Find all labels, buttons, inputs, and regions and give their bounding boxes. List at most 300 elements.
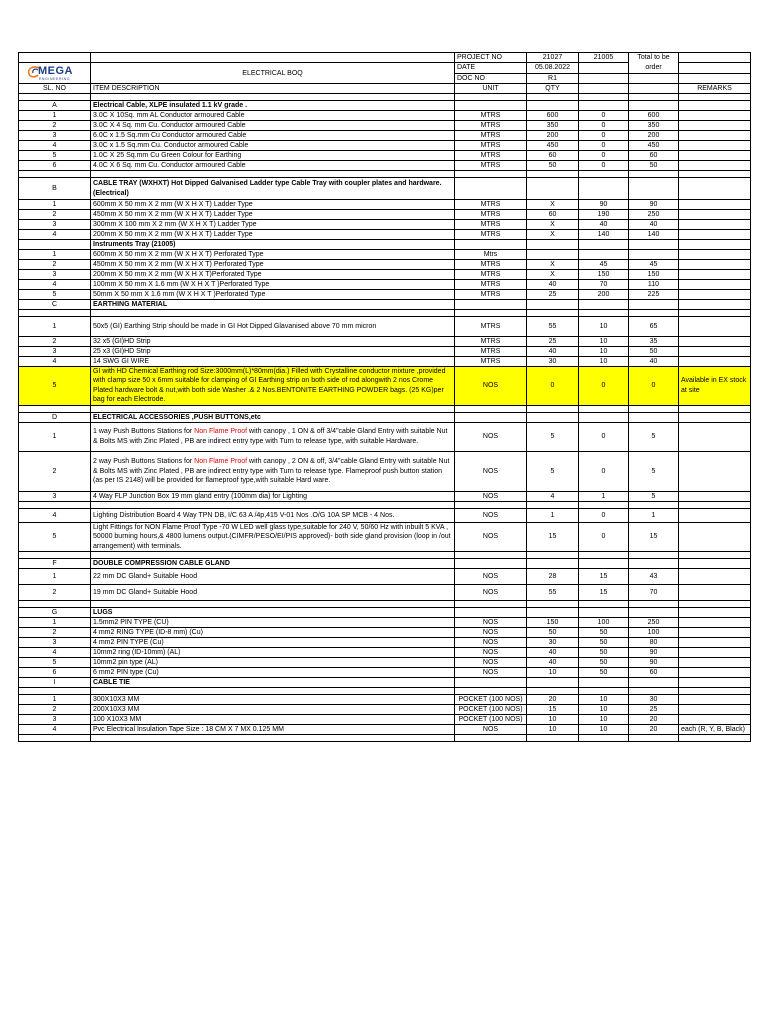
row-unit (455, 240, 527, 250)
row-total (629, 678, 679, 688)
row-qty-21005: 200 (579, 290, 629, 300)
row-remarks (679, 220, 751, 230)
row-sl-no: 1 (19, 618, 91, 628)
description-text: with canopy , 1 ON & off 3/4"cable Gland Entry with suitable Nut & Bolts MS with Zinc Plated , PB are indirect entry type with Turn to release type, with suitable Hardware. (93, 428, 448, 445)
item-row (19, 648, 751, 658)
row-description: 1.0C X 25 Sq.mm Cu Green Colour for Earthing (91, 151, 455, 161)
row-qty-21005: 10 (579, 317, 629, 337)
item-row (19, 367, 751, 406)
row-qty-21005: 0 (579, 151, 629, 161)
row-unit: NOS (455, 638, 527, 648)
row-remarks (679, 668, 751, 678)
description-text: 1 way Push Buttons Stations for (93, 428, 195, 436)
row-qty-21005: 15 (579, 585, 629, 601)
row-unit: NOS (455, 668, 527, 678)
item-row (19, 638, 751, 648)
row-remarks (679, 559, 751, 569)
row-sl-no: 5 (19, 151, 91, 161)
row-qty-21027 (527, 678, 579, 688)
row-qty-21005: 15 (579, 569, 629, 585)
logo-cell (19, 53, 91, 63)
row-sl-no: 3 (19, 638, 91, 648)
row-qty-21005 (579, 240, 629, 250)
section-row (19, 559, 751, 569)
row-remarks (679, 678, 751, 688)
row-sl-no: 2 (19, 705, 91, 715)
row-total: 150 (629, 270, 679, 280)
row-description: CABLE TIE (91, 678, 455, 688)
row-unit: Mtrs (455, 250, 527, 260)
row-total: 35 (629, 337, 679, 347)
row-unit: MTRS (455, 280, 527, 290)
row-sl-no: 1 (19, 200, 91, 210)
header-remarks-blank (679, 53, 751, 63)
row-unit: NOS (455, 491, 527, 501)
row-total: 100 (629, 628, 679, 638)
row-sl-no: 1 (19, 317, 91, 337)
row-sl-no: 4 (19, 280, 91, 290)
row-qty-21027: 150 (527, 618, 579, 628)
row-unit: MTRS (455, 200, 527, 210)
item-row (19, 451, 751, 491)
row-remarks (679, 141, 751, 151)
row-sl-no: D (19, 412, 91, 422)
row-qty-21027: X (527, 220, 579, 230)
row-unit (455, 412, 527, 422)
item-row (19, 151, 751, 161)
row-qty-21005 (579, 559, 629, 569)
row-description: 25 x3 (GI)HD Strip (91, 347, 455, 357)
row-total (629, 178, 679, 200)
row-remarks (679, 608, 751, 618)
description-highlight-text: Non Flame Proof (194, 458, 248, 466)
project-no-b: 21005 (579, 53, 629, 63)
item-row (19, 210, 751, 220)
row-remarks (679, 101, 751, 111)
row-description: 1.5mm2 PIN TYPE (CU) (91, 618, 455, 628)
row-remarks (679, 508, 751, 522)
item-row (19, 131, 751, 141)
row-unit: MTRS (455, 357, 527, 367)
row-remarks (679, 422, 751, 451)
row-total: 80 (629, 638, 679, 648)
row-qty-21005: 0 (579, 131, 629, 141)
row-qty-21027: 55 (527, 585, 579, 601)
blank-row (19, 171, 751, 178)
row-qty-21005: 10 (579, 725, 629, 735)
row-total: 65 (629, 317, 679, 337)
row-qty-21005: 50 (579, 638, 629, 648)
row-total: 450 (629, 141, 679, 151)
row-unit (455, 178, 527, 200)
row-sl-no: 4 (19, 508, 91, 522)
row-sl-no: 3 (19, 347, 91, 357)
row-remarks (679, 695, 751, 705)
row-qty-21005: 50 (579, 658, 629, 668)
row-remarks (679, 230, 751, 240)
row-description: 4.0C X 6 Sq. mm Cu. Conductor armoured Cable (91, 161, 455, 171)
row-unit: NOS (455, 648, 527, 658)
row-qty-21005: 90 (579, 200, 629, 210)
row-qty-21005 (579, 678, 629, 688)
column-header-row (19, 84, 751, 94)
item-row (19, 250, 751, 260)
row-sl-no: 1 (19, 422, 91, 451)
row-sl-no: 1 (19, 695, 91, 705)
section-row (19, 678, 751, 688)
row-qty-21005: 10 (579, 715, 629, 725)
blank-row (19, 310, 751, 317)
row-qty-21027: X (527, 230, 579, 240)
row-unit: NOS (455, 585, 527, 601)
row-total: 50 (629, 347, 679, 357)
row-remarks (679, 522, 751, 551)
row-qty-21005: 0 (579, 121, 629, 131)
col-unit: UNIT (455, 84, 527, 94)
row-qty-21005: 10 (579, 705, 629, 715)
row-total: 90 (629, 200, 679, 210)
row-description: EARTHING MATERIAL (91, 300, 455, 310)
description-text: with canopy , 2 ON & off, 3/4"cable Gland Entry with suitable Nut & Bolts MS with Zinc Plated , PB are indirect entry type with Turn to release type. Flameproof push button station (as per IS 2148) will be provided for flameproof type,with suitable Hard ware. (93, 458, 450, 484)
row-qty-21005: 50 (579, 628, 629, 638)
row-sl-no: 4 (19, 357, 91, 367)
row-description: 50x5 (GI) Earthing Strip should be made in GI Hot Dipped Glavanised above 70 mm micron (91, 317, 455, 337)
row-sl-no: F (19, 559, 91, 569)
row-description: 10mm2 pin type (AL) (91, 658, 455, 668)
item-row (19, 422, 751, 451)
row-description: 300mm X 100 mm X 2 mm (W X H X T) Ladder Type (91, 220, 455, 230)
row-remarks: Available in EX stock at site (679, 367, 751, 406)
row-qty-21005 (579, 412, 629, 422)
row-remarks (679, 270, 751, 280)
row-qty-21005: 10 (579, 347, 629, 357)
row-qty-21005: 0 (579, 422, 629, 451)
item-row (19, 508, 751, 522)
row-remarks (679, 161, 751, 171)
row-unit: NOS (455, 522, 527, 551)
row-qty-21005 (579, 178, 629, 200)
item-row (19, 347, 751, 357)
row-remarks (679, 250, 751, 260)
row-total: 600 (629, 111, 679, 121)
row-qty-21027 (527, 412, 579, 422)
row-description: 6 mm2 PIN type (Cu) (91, 668, 455, 678)
row-qty-21005: 0 (579, 111, 629, 121)
row-remarks (679, 131, 751, 141)
row-unit: MTRS (455, 131, 527, 141)
row-qty-21005: 0 (579, 508, 629, 522)
row-description: Instruments Tray (21005) (91, 240, 455, 250)
section-row (19, 300, 751, 310)
row-qty-21027: 350 (527, 121, 579, 131)
row-sl-no: 3 (19, 270, 91, 280)
row-description: 14 SWG GI WIRE (91, 357, 455, 367)
row-remarks (679, 260, 751, 270)
item-row (19, 357, 751, 367)
row-unit: MTRS (455, 347, 527, 357)
row-unit: MTRS (455, 210, 527, 220)
row-description: CABLE TRAY (WXHXT) Hot Dipped Galvanised Ladder type Cable Tray with coupler plates and hardware.(Electrical) (91, 178, 455, 200)
row-total: 45 (629, 260, 679, 270)
item-row (19, 220, 751, 230)
row-remarks (679, 715, 751, 725)
row-sl-no: 2 (19, 628, 91, 638)
blank-row (19, 688, 751, 695)
row-unit (455, 101, 527, 111)
row-sl-no: 3 (19, 491, 91, 501)
row-unit: MTRS (455, 230, 527, 240)
date-label: DATE (455, 63, 527, 74)
row-qty-21027: X (527, 270, 579, 280)
item-row (19, 230, 751, 240)
row-description: 600mm X 50 mm X 2 mm (W X H X T) Perforated Type (91, 250, 455, 260)
row-qty-21027: 55 (527, 317, 579, 337)
row-qty-21005: 10 (579, 337, 629, 347)
row-unit: NOS (455, 725, 527, 735)
row-total: 15 (629, 522, 679, 551)
doc-no-label: DOC NO (455, 73, 527, 84)
row-unit: NOS (455, 618, 527, 628)
row-qty-21027: 30 (527, 638, 579, 648)
row-qty-21027: 15 (527, 522, 579, 551)
row-total: 5 (629, 491, 679, 501)
row-qty-21027: 60 (527, 210, 579, 220)
row-remarks (679, 638, 751, 648)
row-total: 20 (629, 715, 679, 725)
item-row (19, 290, 751, 300)
row-description (91, 422, 455, 451)
row-unit (455, 678, 527, 688)
row-total: 5 (629, 451, 679, 491)
row-qty-21005: 100 (579, 618, 629, 628)
row-remarks (679, 585, 751, 601)
item-row (19, 705, 751, 715)
item-row (19, 260, 751, 270)
row-unit: NOS (455, 422, 527, 451)
row-remarks (679, 121, 751, 131)
row-qty-21027: 28 (527, 569, 579, 585)
blank-row (19, 601, 751, 608)
row-qty-21027: X (527, 260, 579, 270)
row-sl-no: 1 (19, 569, 91, 585)
row-description: 200mm X 50 mm X 2 mm (W X H X T)Perforated Type (91, 270, 455, 280)
row-remarks (679, 705, 751, 715)
row-qty-21027 (527, 300, 579, 310)
row-unit: NOS (455, 367, 527, 406)
row-qty-21027: 0 (527, 367, 579, 406)
row-qty-21027 (527, 101, 579, 111)
row-qty-21027: 40 (527, 280, 579, 290)
row-description: 19 mm DC Gland+ Suitable Hood (91, 585, 455, 601)
row-description: 450mm X 50 mm X 2 mm (W X H X T) Perforated Type (91, 260, 455, 270)
row-qty-21005 (579, 300, 629, 310)
row-qty-21005 (579, 101, 629, 111)
date-value: 05.08.2022 (527, 63, 579, 74)
row-remarks (679, 628, 751, 638)
item-row (19, 317, 751, 337)
item-row (19, 200, 751, 210)
item-row (19, 270, 751, 280)
logo (19, 63, 91, 84)
row-remarks (679, 290, 751, 300)
row-qty-21005: 1 (579, 491, 629, 501)
row-total: 5 (629, 422, 679, 451)
row-total: 40 (629, 357, 679, 367)
row-total: 70 (629, 585, 679, 601)
doc-no-value: R1 (527, 73, 579, 84)
row-total: 60 (629, 668, 679, 678)
row-remarks (679, 337, 751, 347)
row-unit: MTRS (455, 220, 527, 230)
row-qty-21027: 25 (527, 290, 579, 300)
row-unit (455, 559, 527, 569)
section-row (19, 240, 751, 250)
row-description: GI with HD Chemical Earthing rod Size:3000mm(L)*80mm(dia.) Filled with Crystalline conductor mixture ,provided with clamp size 50 x 6mm suitable for clamping of GI Earthing strip on both side of rod alongwith 2 nos Crome Plated hardware bolt & nut,with both side Washer .& 2 Nos.BENTONITE EARTHING POWDER bags. (25 KG)per bag for each Electrode. (91, 367, 455, 406)
row-remarks (679, 412, 751, 422)
row-qty-21027: 50 (527, 628, 579, 638)
row-unit: MTRS (455, 151, 527, 161)
row-sl-no: 2 (19, 337, 91, 347)
row-sl-no (19, 240, 91, 250)
row-unit: MTRS (455, 121, 527, 131)
row-qty-21005: 70 (579, 280, 629, 290)
row-qty-21005: 0 (579, 141, 629, 151)
row-description: 3.0C X 4 Sq. mm Cu. Conductor armoured Cable (91, 121, 455, 131)
row-description: ELECTRICAL ACCESSORIES ,PUSH BUTTONS,etc (91, 412, 455, 422)
row-unit (455, 608, 527, 618)
description-highlight-text: Non Flame Proof (194, 428, 248, 436)
item-row (19, 121, 751, 131)
row-qty-21027: 60 (527, 151, 579, 161)
boq-body (19, 53, 751, 742)
row-sl-no: A (19, 101, 91, 111)
row-description: 600mm X 50 mm X 2 mm (W X H X T) Ladder Type (91, 200, 455, 210)
row-sl-no: 4 (19, 141, 91, 151)
row-qty-21005: 0 (579, 161, 629, 171)
row-description: Light Fittings for NON Flame Proof Type -70 W LED well glass type,suitable for 240 V, 50/60 Hz with inbuilt 5 KVA , 50000 burning hours,& 4800 lumens output.(CIMFR/PESO/EI/PIS approved)- both side gland provision (loop in /out arrangement) with terminals. (91, 522, 455, 551)
row-total: 43 (629, 569, 679, 585)
row-sl-no: 4 (19, 230, 91, 240)
row-unit: POCKET (100 NOS) (455, 695, 527, 705)
item-row (19, 111, 751, 121)
row-qty-21027: X (527, 200, 579, 210)
row-description (91, 451, 455, 491)
row-total: 20 (629, 725, 679, 735)
blank-row (19, 501, 751, 508)
row-unit: POCKET (100 NOS) (455, 705, 527, 715)
row-qty-21027: 10 (527, 725, 579, 735)
item-row (19, 715, 751, 725)
row-qty-21027: 15 (527, 705, 579, 715)
section-row (19, 412, 751, 422)
row-sl-no: 2 (19, 451, 91, 491)
row-qty-21005: 0 (579, 451, 629, 491)
project-no-a: 21027 (527, 53, 579, 63)
item-row (19, 668, 751, 678)
row-unit: NOS (455, 658, 527, 668)
row-sl-no: G (19, 608, 91, 618)
logo-subtext: ENGINEERING (39, 77, 71, 81)
row-total (629, 608, 679, 618)
row-qty-21027 (527, 178, 579, 200)
row-unit: NOS (455, 508, 527, 522)
row-sl-no: I (19, 678, 91, 688)
blank-row (19, 552, 751, 559)
row-description: 100mm X 50 mm X 1.6 mm (W X H X T )Perforated Type (91, 280, 455, 290)
row-sl-no: 5 (19, 367, 91, 406)
row-description: 50mm X 50 mm X 1.6 mm (W X H X T )Perforated Type (91, 290, 455, 300)
row-remarks (679, 347, 751, 357)
row-qty-21005: 0 (579, 522, 629, 551)
col-remarks: REMARKS (679, 84, 751, 94)
row-unit: NOS (455, 628, 527, 638)
row-sl-no: 6 (19, 161, 91, 171)
row-remarks (679, 151, 751, 161)
item-row (19, 141, 751, 151)
row-description: 450mm X 50 mm X 2 mm (W X H X T) Ladder Type (91, 210, 455, 220)
item-row (19, 628, 751, 638)
row-description: 100 X10X3 MM (91, 715, 455, 725)
row-remarks (679, 240, 751, 250)
section-row (19, 101, 751, 111)
row-description: 4 Way FLP Junction Box 19 mm gland entry (100mm dia) for Lighting (91, 491, 455, 501)
row-unit: MTRS (455, 317, 527, 337)
row-unit: MTRS (455, 290, 527, 300)
row-total (629, 101, 679, 111)
row-unit: MTRS (455, 141, 527, 151)
row-sl-no: 4 (19, 725, 91, 735)
row-qty-21027 (527, 240, 579, 250)
logo-text: MEGA (38, 65, 73, 77)
row-qty-21027 (527, 608, 579, 618)
row-qty-21005: 40 (579, 220, 629, 230)
row-qty-21005: 50 (579, 668, 629, 678)
row-unit: MTRS (455, 111, 527, 121)
blank-row (19, 94, 751, 101)
row-total: 50 (629, 161, 679, 171)
section-row (19, 608, 751, 618)
row-qty-21027: 450 (527, 141, 579, 151)
row-unit (455, 300, 527, 310)
row-qty-21027: 5 (527, 422, 579, 451)
row-description: Lighting Distribution Board 4 Way TPN DB, I/C 63 A /4p,415 V-01 Nos .O/G 10A SP MCB - 4 Nos. (91, 508, 455, 522)
row-total: 350 (629, 121, 679, 131)
row-remarks (679, 491, 751, 501)
row-total: 1 (629, 508, 679, 522)
row-total: 90 (629, 648, 679, 658)
row-qty-21027: 10 (527, 668, 579, 678)
row-qty-21027: 40 (527, 658, 579, 668)
row-qty-21027: 600 (527, 111, 579, 121)
row-sl-no: 2 (19, 260, 91, 270)
row-total: 30 (629, 695, 679, 705)
row-remarks (679, 178, 751, 200)
row-remarks (679, 300, 751, 310)
row-qty-21005: 190 (579, 210, 629, 220)
row-description: 6.0C x 1.5 Sq.mm Cu Conductor armoured Cable (91, 131, 455, 141)
row-description: Electrical Cable, XLPE insulated 1.1 kV grade . (91, 101, 455, 111)
row-qty-21027: 4 (527, 491, 579, 501)
row-qty-21005: 10 (579, 695, 629, 705)
item-row (19, 725, 751, 735)
total-label: Total to be order (629, 53, 679, 74)
row-qty-21027: 5 (527, 451, 579, 491)
header-row (19, 53, 751, 63)
item-row (19, 585, 751, 601)
boq-sheet (18, 52, 751, 742)
row-unit: MTRS (455, 260, 527, 270)
col-qty: QTY (527, 84, 579, 94)
